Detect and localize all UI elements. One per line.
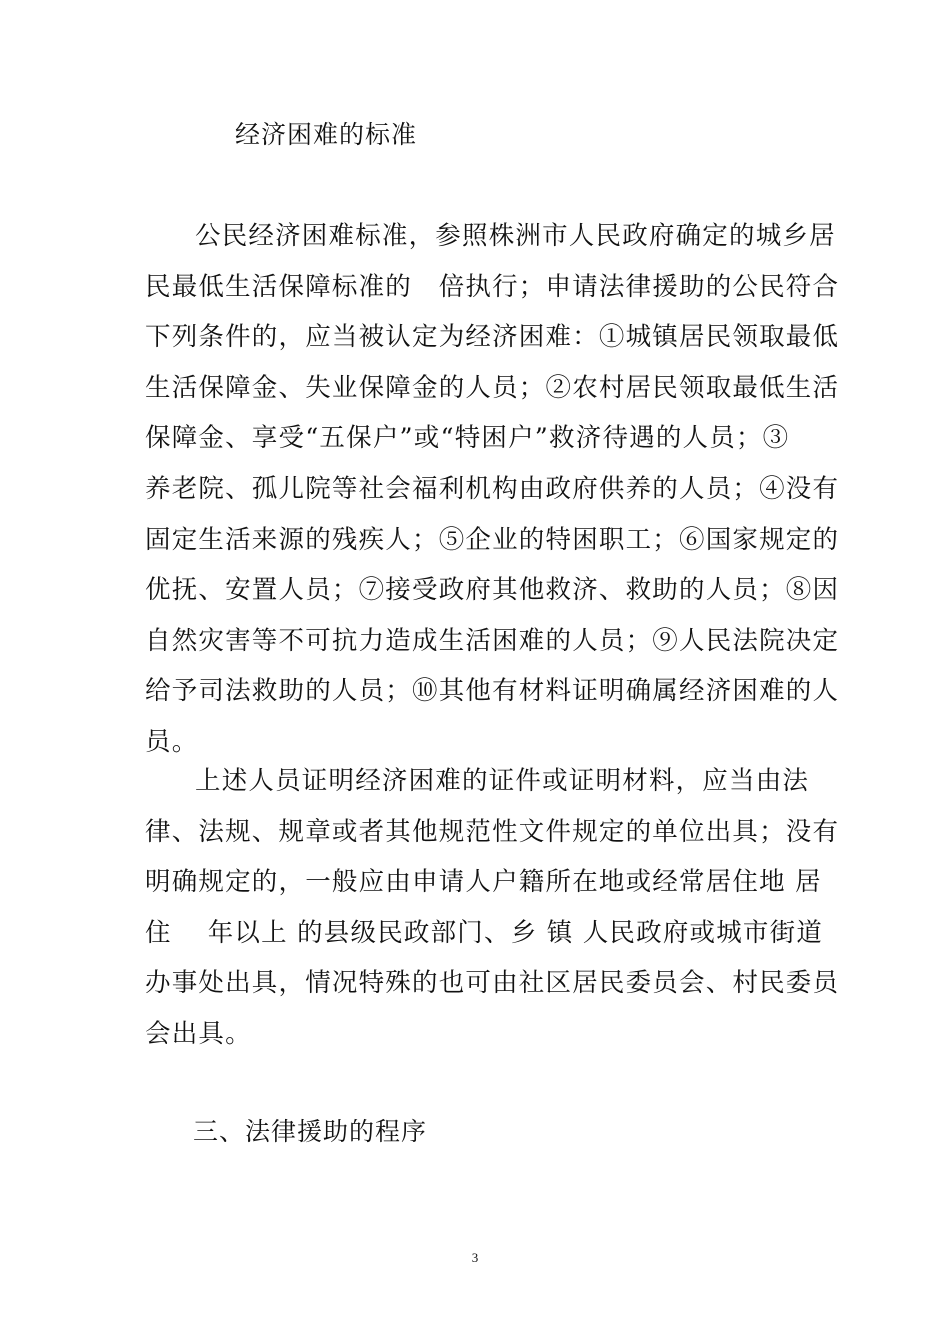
paragraph-line: 养老院、孤儿院等社会福利机构由政府供养的人员；④没有 (145, 473, 840, 504)
paragraph-hardship-criteria (145, 211, 840, 768)
paragraph-line: 明确规定的，一般应由申请人户籍所在地或经常居住地 居 (145, 867, 822, 898)
paragraph-line: 民最低生活保障标准的 倍执行；申请法律援助的公民符合 (145, 271, 840, 302)
paragraph-line: 优抚、安置人员；⑦接受政府其他救济、救助的人员；⑧因 (145, 575, 840, 606)
paragraph-line: 上述人员证明经济困难的证件或证明材料，应当由法 (195, 766, 810, 796)
page-number: 3 (471, 1250, 479, 1265)
paragraph-line: 下列条件的，应当被认定为经济困难：①城镇居民领取最低 (145, 322, 840, 353)
section-heading-economic-hardship-standard: 经济困难的标准 (235, 120, 418, 149)
paragraph-line: 生活保障金、失业保障金的人员；②农村居民领取最低生活 (145, 372, 840, 403)
paragraph-line: 保障金、享受“五保户”或“特困户”救济待遇的人员；③ (145, 423, 790, 454)
paragraph-line: 住 年以上 的县级民政部门、乡 镇 人民政府或城市街道 (145, 917, 824, 948)
section-heading-legal-aid-procedure: 三、法律援助的程序 (193, 1117, 428, 1146)
paragraph-line: 固定生活来源的残疾人；⑤企业的特困职工；⑥国家规定的 (145, 524, 840, 555)
paragraph-line: 会出具。 (145, 1018, 252, 1049)
paragraph-line: 律、法规、规章或者其他规范性文件规定的单位出具；没有 (145, 816, 840, 847)
paragraph-line: 公民经济困难标准，参照株洲市人民政府确定的城乡居 (195, 221, 836, 251)
paragraph-line: 员。 (145, 726, 199, 757)
paragraph-line: 办事处出具，情况特殊的也可由社区居民委员会、村民委员 (145, 968, 840, 999)
paragraph-line: 自然灾害等不可抗力造成生活困难的人员；⑨人民法院决定 (145, 625, 840, 656)
paragraph-line: 给予司法救助的人员；⑩其他有材料证明确属经济困难的人 (145, 676, 840, 707)
paragraph-proof-materials (145, 756, 840, 1060)
